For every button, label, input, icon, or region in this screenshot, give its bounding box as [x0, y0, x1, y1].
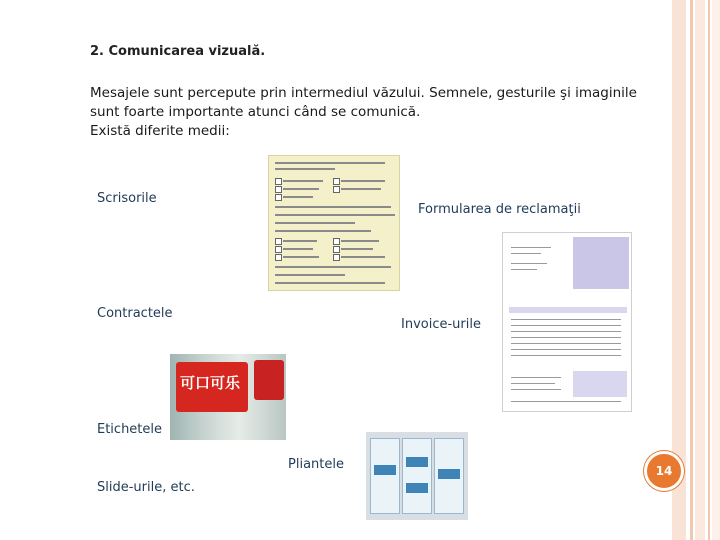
invoice-line	[511, 377, 561, 378]
form-text-line	[283, 196, 313, 198]
paragraph-line: Mesajele sunt percepute prin intermediul văzului. Semnele, gesturile şi imaginile	[90, 85, 637, 101]
label-contractele: Contractele	[97, 306, 173, 321]
invoice-line	[511, 355, 621, 356]
invoice-line	[511, 325, 621, 326]
form-checkbox	[275, 178, 282, 185]
form-text-line	[283, 180, 323, 182]
invoice-line	[511, 263, 547, 264]
form-text-line	[341, 256, 385, 258]
stripe	[695, 0, 705, 540]
invoice-band	[509, 307, 627, 313]
form-text-line	[275, 274, 345, 276]
slide-paragraph	[90, 84, 650, 141]
form-text-line	[341, 240, 379, 242]
form-text-line	[283, 248, 313, 250]
form-checkbox	[333, 254, 340, 261]
coca-cola-label-image	[170, 354, 286, 440]
brochure-photo	[406, 483, 428, 493]
invoice-line	[511, 269, 537, 270]
brochure-image	[366, 432, 468, 520]
form-text-line	[283, 256, 319, 258]
invoice-line	[511, 343, 621, 344]
invoice-line	[511, 383, 555, 384]
form-text-line	[341, 248, 373, 250]
label-slide-urile: Slide-urile, etc.	[97, 480, 195, 495]
label-etichetele: Etichetele	[97, 422, 163, 437]
stripe	[712, 0, 720, 540]
form-checkbox	[275, 238, 282, 245]
form-checkbox	[333, 246, 340, 253]
invoice-header-block	[573, 237, 629, 289]
invoice-line	[511, 337, 621, 338]
invoice-image	[502, 232, 632, 412]
form-text-line	[275, 168, 335, 170]
stripe	[708, 0, 710, 540]
form-checkbox	[333, 238, 340, 245]
brochure-photo	[406, 457, 428, 467]
red-label	[254, 360, 284, 400]
form-text-line	[275, 162, 385, 164]
label-invoice: Invoice-urile	[401, 317, 481, 332]
invoice-line	[511, 247, 551, 248]
form-checkbox	[275, 194, 282, 201]
form-checkbox	[275, 246, 282, 253]
red-label: 可口可乐	[176, 362, 248, 412]
invoice-line	[511, 349, 621, 350]
form-text-line	[275, 214, 395, 216]
brochure-photo	[374, 465, 396, 475]
form-checkbox	[333, 186, 340, 193]
brochure-panel	[402, 438, 432, 514]
page-number-badge: 14	[644, 451, 684, 491]
form-text-line	[341, 180, 385, 182]
form-text-line	[283, 240, 317, 242]
invoice-line	[511, 331, 621, 332]
slide-heading: 2. Comunicarea vizuală.	[90, 44, 266, 59]
paragraph-line: Există diferite medii:	[90, 123, 230, 139]
invoice-line	[511, 389, 561, 390]
brochure-photo	[438, 469, 460, 479]
invoice-band	[573, 371, 627, 397]
form-checkbox	[275, 186, 282, 193]
label-formularea-reclamatii: Formularea de reclamaţii	[418, 202, 581, 217]
invoice-line	[511, 253, 541, 254]
form-text-line	[283, 188, 319, 190]
form-text-line	[275, 230, 371, 232]
form-text-line	[341, 188, 381, 190]
form-checkbox	[333, 178, 340, 185]
form-checkbox	[275, 254, 282, 261]
form-text-line	[275, 222, 355, 224]
form-text-line	[275, 266, 391, 268]
stripe	[690, 0, 693, 540]
paragraph-line: sunt foarte importante atunci când se comunică.	[90, 104, 421, 120]
form-text-line	[275, 282, 385, 284]
invoice-line	[511, 319, 621, 320]
invoice-line	[511, 401, 621, 402]
form-image	[268, 155, 400, 291]
form-text-line	[275, 206, 391, 208]
brochure-panel	[434, 438, 464, 514]
label-pliantele: Pliantele	[288, 457, 344, 472]
label-scrisorile: Scrisorile	[97, 191, 157, 206]
brochure-panel	[370, 438, 400, 514]
